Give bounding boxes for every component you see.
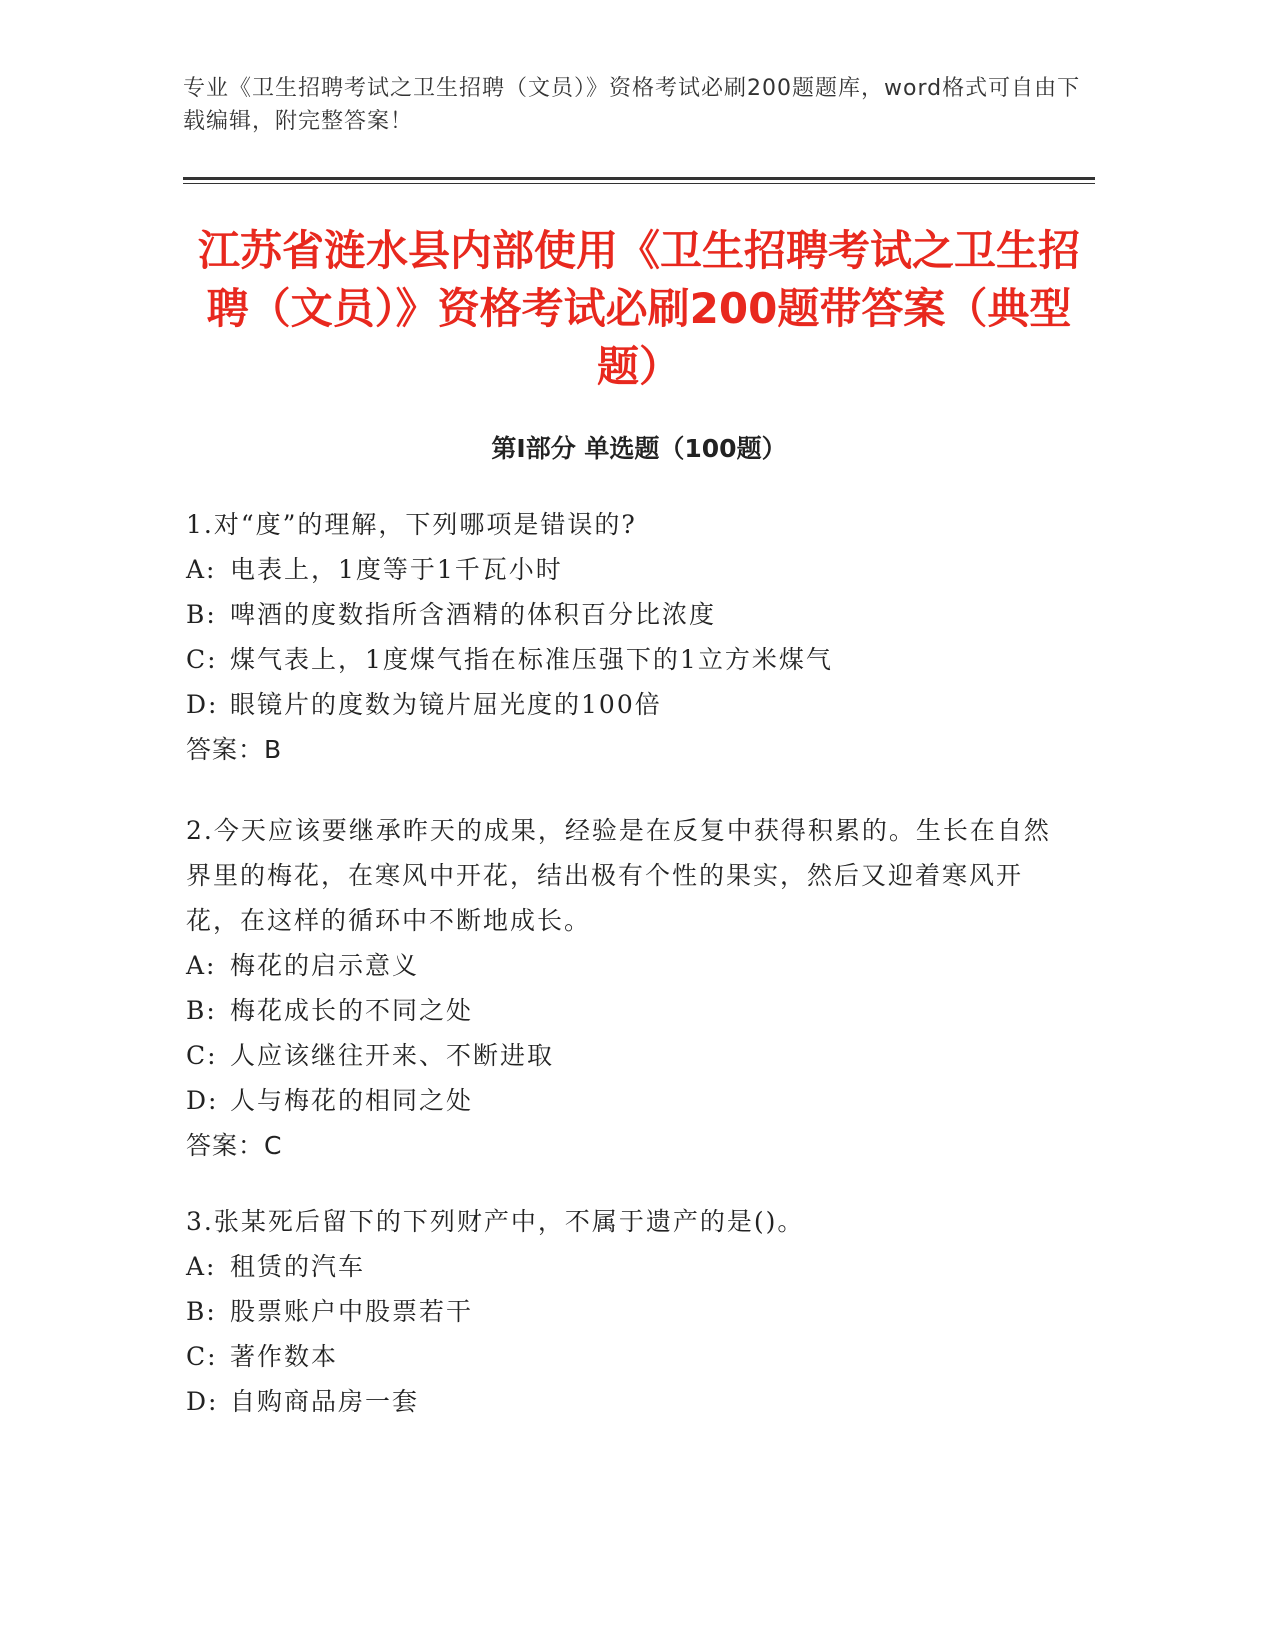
option-letter: A:: [186, 951, 217, 980]
section-title: 第Ⅰ部分 单选题（100题）: [491, 434, 787, 463]
option-letter: A:: [186, 1252, 217, 1281]
option-d: [186, 1078, 1066, 1123]
document-title: 江苏省涟水县内部使用《卫生招聘考试之卫生招聘（文员）》资格考试必刷200题带答案（典型题）: [197, 226, 1080, 391]
answer-line: 答案：C: [186, 1131, 283, 1160]
option-a: [186, 943, 1066, 988]
option-d: [186, 682, 1066, 727]
option-text: 梅花成长的不同之处: [230, 996, 474, 1025]
option-c: [186, 1033, 1066, 1078]
option-d: [186, 1379, 1066, 1424]
header-note: 专业《卫生招聘考试之卫生招聘（文员）》资格考试必刷200题题库，word格式可自由下载编辑，附完整答案！: [183, 76, 1081, 134]
answer-line: 答案：B: [186, 735, 283, 764]
question-3: [186, 1199, 1066, 1424]
header-divider-thin: [183, 183, 1095, 184]
option-letter: D:: [186, 1387, 219, 1416]
option-letter: B:: [186, 1297, 217, 1326]
option-a: [186, 547, 1066, 592]
option-text: 人应该继往开来、不断进取: [230, 1041, 555, 1070]
option-text: 电表上，1度等于1千瓦小时: [230, 555, 563, 584]
option-letter: C:: [186, 1342, 218, 1371]
question-stem: 3.张某死后留下的下列财产中，不属于遗产的是()。: [186, 1207, 805, 1236]
option-a: [186, 1244, 1066, 1289]
option-letter: A:: [186, 555, 217, 584]
option-text: 人与梅花的相同之处: [230, 1086, 474, 1115]
option-b: [186, 988, 1066, 1033]
option-letter: C:: [186, 1041, 218, 1070]
question-stem: 2.今天应该要继承昨天的成果，经验是在反复中获得积累的。生长在自然界里的梅花，在寒风中开花，结出极有个性的果实，然后又迎着寒风开花，在这样的循环中不断地成长。: [186, 816, 1051, 935]
option-text: 自购商品房一套: [230, 1387, 420, 1416]
option-letter: B:: [186, 996, 217, 1025]
option-text: 眼镜片的度数为镜片屈光度的100倍: [230, 690, 662, 719]
option-letter: D:: [186, 1086, 219, 1115]
question-stem: 1.对“度”的理解，下列哪项是错误的?: [186, 510, 637, 539]
header-divider: [183, 177, 1095, 180]
option-c: [186, 637, 1066, 682]
option-text: 股票账户中股票若干: [230, 1297, 474, 1326]
option-c: [186, 1334, 1066, 1379]
option-text: 煤气表上，1度煤气指在标准压强下的1立方米煤气: [230, 645, 833, 674]
option-letter: B:: [186, 600, 217, 629]
option-b: [186, 592, 1066, 637]
question-1: [186, 502, 1066, 772]
option-text: 啤酒的度数指所含酒精的体积百分比浓度: [230, 600, 717, 629]
option-text: 著作数本: [230, 1342, 339, 1371]
option-text: 租赁的汽车: [230, 1252, 366, 1281]
option-letter: C:: [186, 645, 218, 674]
question-2: [186, 808, 1066, 1168]
option-letter: D:: [186, 690, 219, 719]
option-text: 梅花的启示意义: [230, 951, 420, 980]
option-b: [186, 1289, 1066, 1334]
